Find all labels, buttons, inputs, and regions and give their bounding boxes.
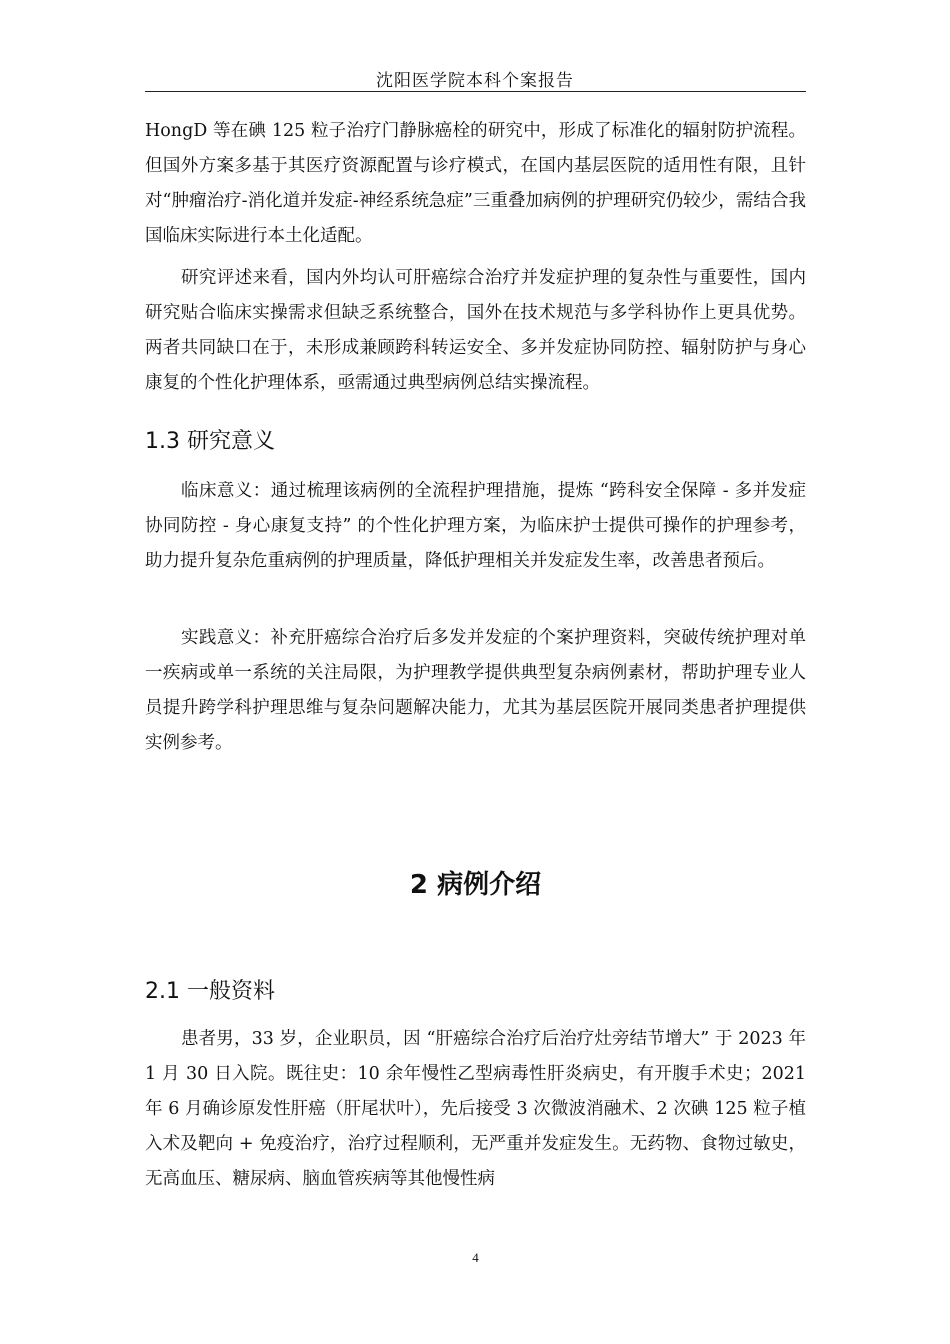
page-number: 4 <box>472 1250 479 1265</box>
paragraph-research-review: 研究评述来看，国内外均认可肝癌综合治疗并发症护理的复杂性与重要性，国内研究贴合临床实操需求但缺乏系统整合，国外在技术规范与多学科协作上更具优势。两者共同缺口在于，未形成兼顾跨科转运安全、多并发症协同防控、辐射防护与身心康复的个性化护理体系，亟需通过典型病例总结实操流程。 <box>145 268 806 393</box>
paragraph-practical-significance: 实践意义：补充肝癌综合治疗后多发并发症的个案护理资料，突破传统护理对单一疾病或单一系统的关注局限，为护理教学提供典型复杂病例素材，帮助护理专业人员提升跨学科护理思维与复杂问题解决能力，尤其为基层医院开展同类患者护理提供实例参考。 <box>145 628 806 753</box>
section-heading-general-information: 2.1 一般资料 <box>145 979 275 1004</box>
paragraph-foreign-research-continued: HongD 等在碘 125 粒子治疗门静脉癌栓的研究中，形成了标准化的辐射防护流程。但国外方案多基于其医疗资源配置与诊疗模式，在国内基层医院的适用性有限，且针对“肿瘤治疗-消化道并发症-神经系统急症”三重叠加病例的护理研究仍较少，需结合我国临床实际进行本土化适配。 <box>145 121 806 246</box>
paragraph-clinical-significance: 临床意义：通过梳理该病例的全流程护理措施，提炼 “跨科安全保障 - 多并发症协同防控 - 身心康复支持” 的个性化护理方案，为临床护士提供可操作的护理参考，助力提升复杂危重病例的护理质量，降低护理相关并发症发生率，改善患者预后。 <box>145 481 806 571</box>
chapter-heading-case-introduction: 2 病例介绍 <box>409 870 542 900</box>
paragraph-general-information: 患者男，33 岁，企业职员，因 “肝癌综合治疗后治疗灶旁结节增大” 于 2023 年 1 月 30 日入院。既往史：10 余年慢性乙型病毒性肝炎病史，有开腹手术史；2021 年 6 月确诊原发性肝癌（肝尾状叶），先后接受 3 次微波消融术、2 次碘 125 粒子植入术及靶向 + 免疫治疗，治疗过程顺利，无严重并发症发生。无药物、食物过敏史，无高血压、糖尿病、脑血管疾病等其他慢性病 <box>145 1029 806 1189</box>
section-heading-research-significance: 1.3 研究意义 <box>145 429 275 454</box>
header-divider <box>145 91 806 92</box>
page-header-title: 沈阳医学院本科个案报告 <box>376 71 574 91</box>
